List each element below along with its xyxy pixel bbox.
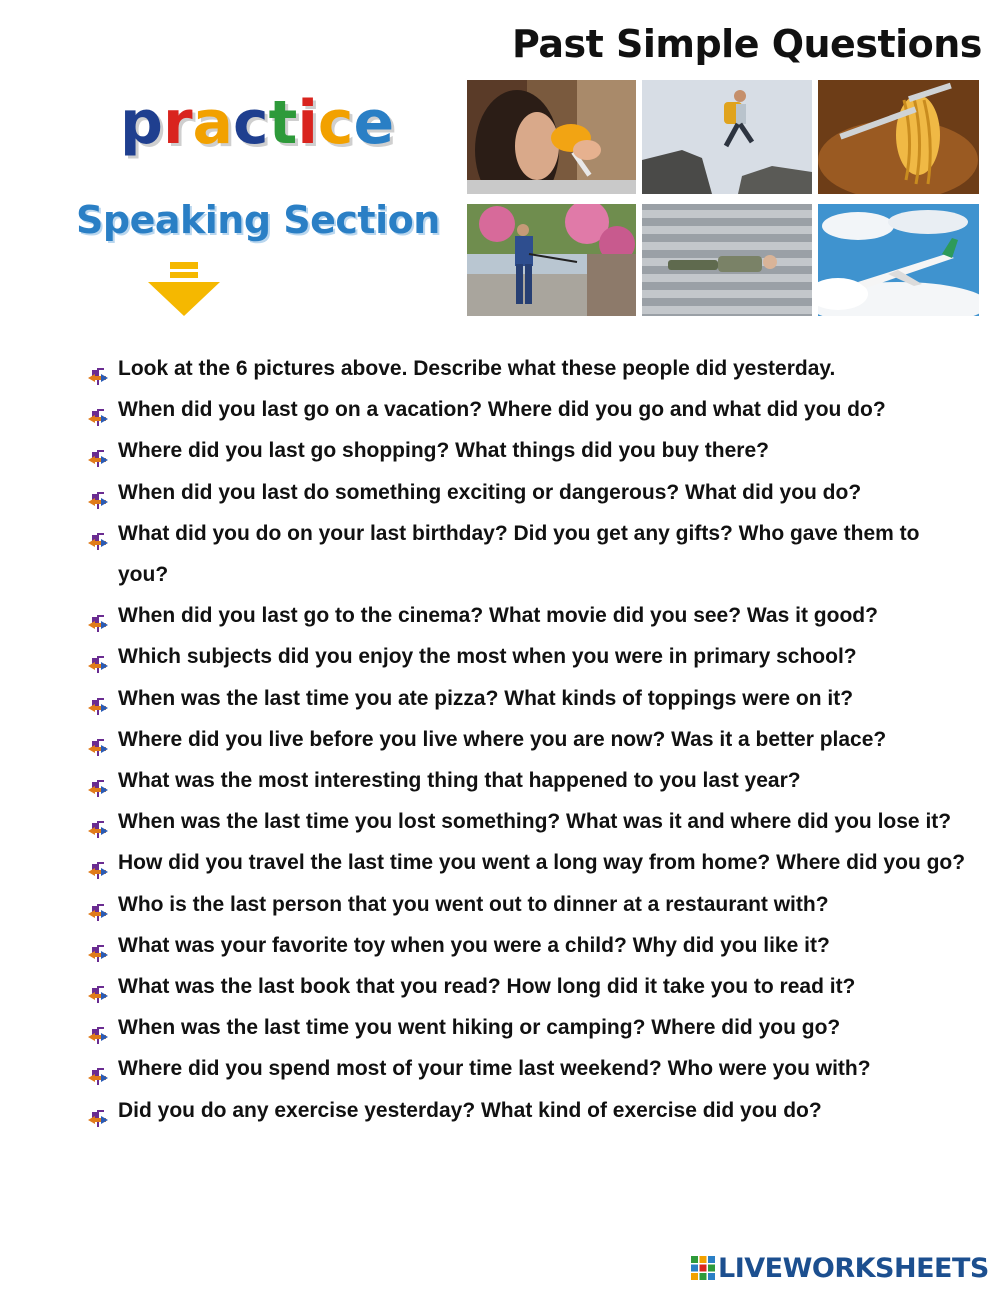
question-text: What was the last book that you read? How long did it take you to read it?	[118, 975, 856, 999]
pushpin-arrow-bullet-icon	[88, 1018, 108, 1036]
question-text: Which subjects did you enjoy the most when you were in primary school?	[118, 645, 857, 669]
practice-letter: e	[353, 88, 395, 158]
pushpin-arrow-bullet-icon	[88, 853, 108, 871]
practice-heading	[120, 88, 394, 168]
man-lying-on-bench-photo	[642, 204, 812, 316]
question-text: What was your favorite toy when you were a child? Why did you like it?	[118, 933, 830, 957]
question-item	[88, 678, 968, 719]
question-text: When did you last go to the cinema? What movie did you see? Was it good?	[118, 604, 878, 628]
question-item	[88, 348, 968, 389]
spaghetti-fork-photo	[818, 80, 979, 194]
logo-text: LIVEWORKSHEETS	[718, 1252, 989, 1284]
pushpin-arrow-bullet-icon	[88, 400, 108, 418]
question-text: What did you do on your last birthday? Did you get any gifts? Who gave them to you?	[118, 521, 920, 587]
section-label: Speaking Section	[76, 198, 440, 242]
question-text: Where did you spend most of your time last weekend? Who were you with?	[118, 1057, 871, 1081]
pushpin-arrow-bullet-icon	[88, 606, 108, 624]
question-text: When was the last time you lost something? What was it and where did you lose it?	[118, 810, 952, 834]
pushpin-arrow-bullet-icon	[88, 730, 108, 748]
question-item	[88, 513, 968, 595]
pushpin-arrow-bullet-icon	[88, 1101, 108, 1119]
question-item	[88, 760, 968, 801]
man-watering-garden-photo	[467, 204, 636, 316]
arrow-down-icon	[146, 262, 222, 316]
question-text: When was the last time you ate pizza? What kinds of toppings were on it?	[118, 686, 854, 710]
pushpin-arrow-bullet-icon	[88, 771, 108, 789]
question-text: How did you travel the last time you went a long way from home? Where did you go?	[118, 851, 966, 875]
pushpin-arrow-bullet-icon	[88, 936, 108, 954]
practice-letter: i	[297, 88, 318, 158]
woman-drinking-juice-photo	[467, 80, 636, 194]
question-text: When did you last do something exciting or dangerous? What did you do?	[118, 480, 862, 504]
question-item	[88, 842, 968, 883]
question-item	[88, 430, 968, 471]
question-list	[88, 348, 968, 1131]
question-item	[88, 1090, 968, 1131]
practice-letter: c	[233, 88, 269, 158]
pushpin-arrow-bullet-icon	[88, 359, 108, 377]
question-item	[88, 801, 968, 842]
question-item	[88, 636, 968, 677]
question-item	[88, 472, 968, 513]
question-item	[88, 925, 968, 966]
question-text: Look at the 6 pictures above. Describe what these people did yesterday.	[118, 357, 836, 380]
question-item	[88, 389, 968, 430]
pushpin-arrow-bullet-icon	[88, 812, 108, 830]
liveworksheets-logo-icon	[690, 1255, 716, 1281]
airplane-clouds-photo	[818, 204, 979, 316]
pushpin-arrow-bullet-icon	[88, 1059, 108, 1077]
pushpin-arrow-bullet-icon	[88, 483, 108, 501]
question-item	[88, 966, 968, 1007]
practice-letter: t	[268, 88, 298, 158]
question-item	[88, 1007, 968, 1048]
question-text: Who is the last person that you went out to dinner at a restaurant with?	[118, 892, 829, 916]
photo-grid	[467, 80, 979, 318]
page-title: Past Simple Questions	[512, 22, 982, 66]
practice-letter: a	[192, 88, 234, 158]
pushpin-arrow-bullet-icon	[88, 647, 108, 665]
question-item	[88, 595, 968, 636]
pushpin-arrow-bullet-icon	[88, 689, 108, 707]
question-text: Did you do any exercise yesterday? What kind of exercise did you do?	[118, 1098, 822, 1122]
pushpin-arrow-bullet-icon	[88, 524, 108, 542]
pushpin-arrow-bullet-icon	[88, 895, 108, 913]
question-text: Where did you live before you live where you are now? Was it a better place?	[118, 727, 887, 751]
pushpin-arrow-bullet-icon	[88, 441, 108, 459]
question-text: What was the most interesting thing that happened to you last year?	[118, 769, 801, 793]
practice-letter: r	[162, 88, 193, 158]
question-item	[88, 719, 968, 760]
question-text: Where did you last go shopping? What things did you buy there?	[118, 439, 769, 463]
liveworksheets-logo	[690, 1252, 989, 1284]
practice-letter: c	[317, 88, 354, 158]
hiker-jumping-rocks-photo	[642, 80, 812, 194]
question-item	[88, 884, 968, 925]
question-text: When did you last go on a vacation? Where did you go and what did you do?	[118, 398, 886, 422]
practice-letter: p	[120, 88, 163, 158]
question-text: When was the last time you went hiking or camping? Where did you go?	[118, 1016, 841, 1040]
question-item	[88, 1048, 968, 1089]
pushpin-arrow-bullet-icon	[88, 977, 108, 995]
